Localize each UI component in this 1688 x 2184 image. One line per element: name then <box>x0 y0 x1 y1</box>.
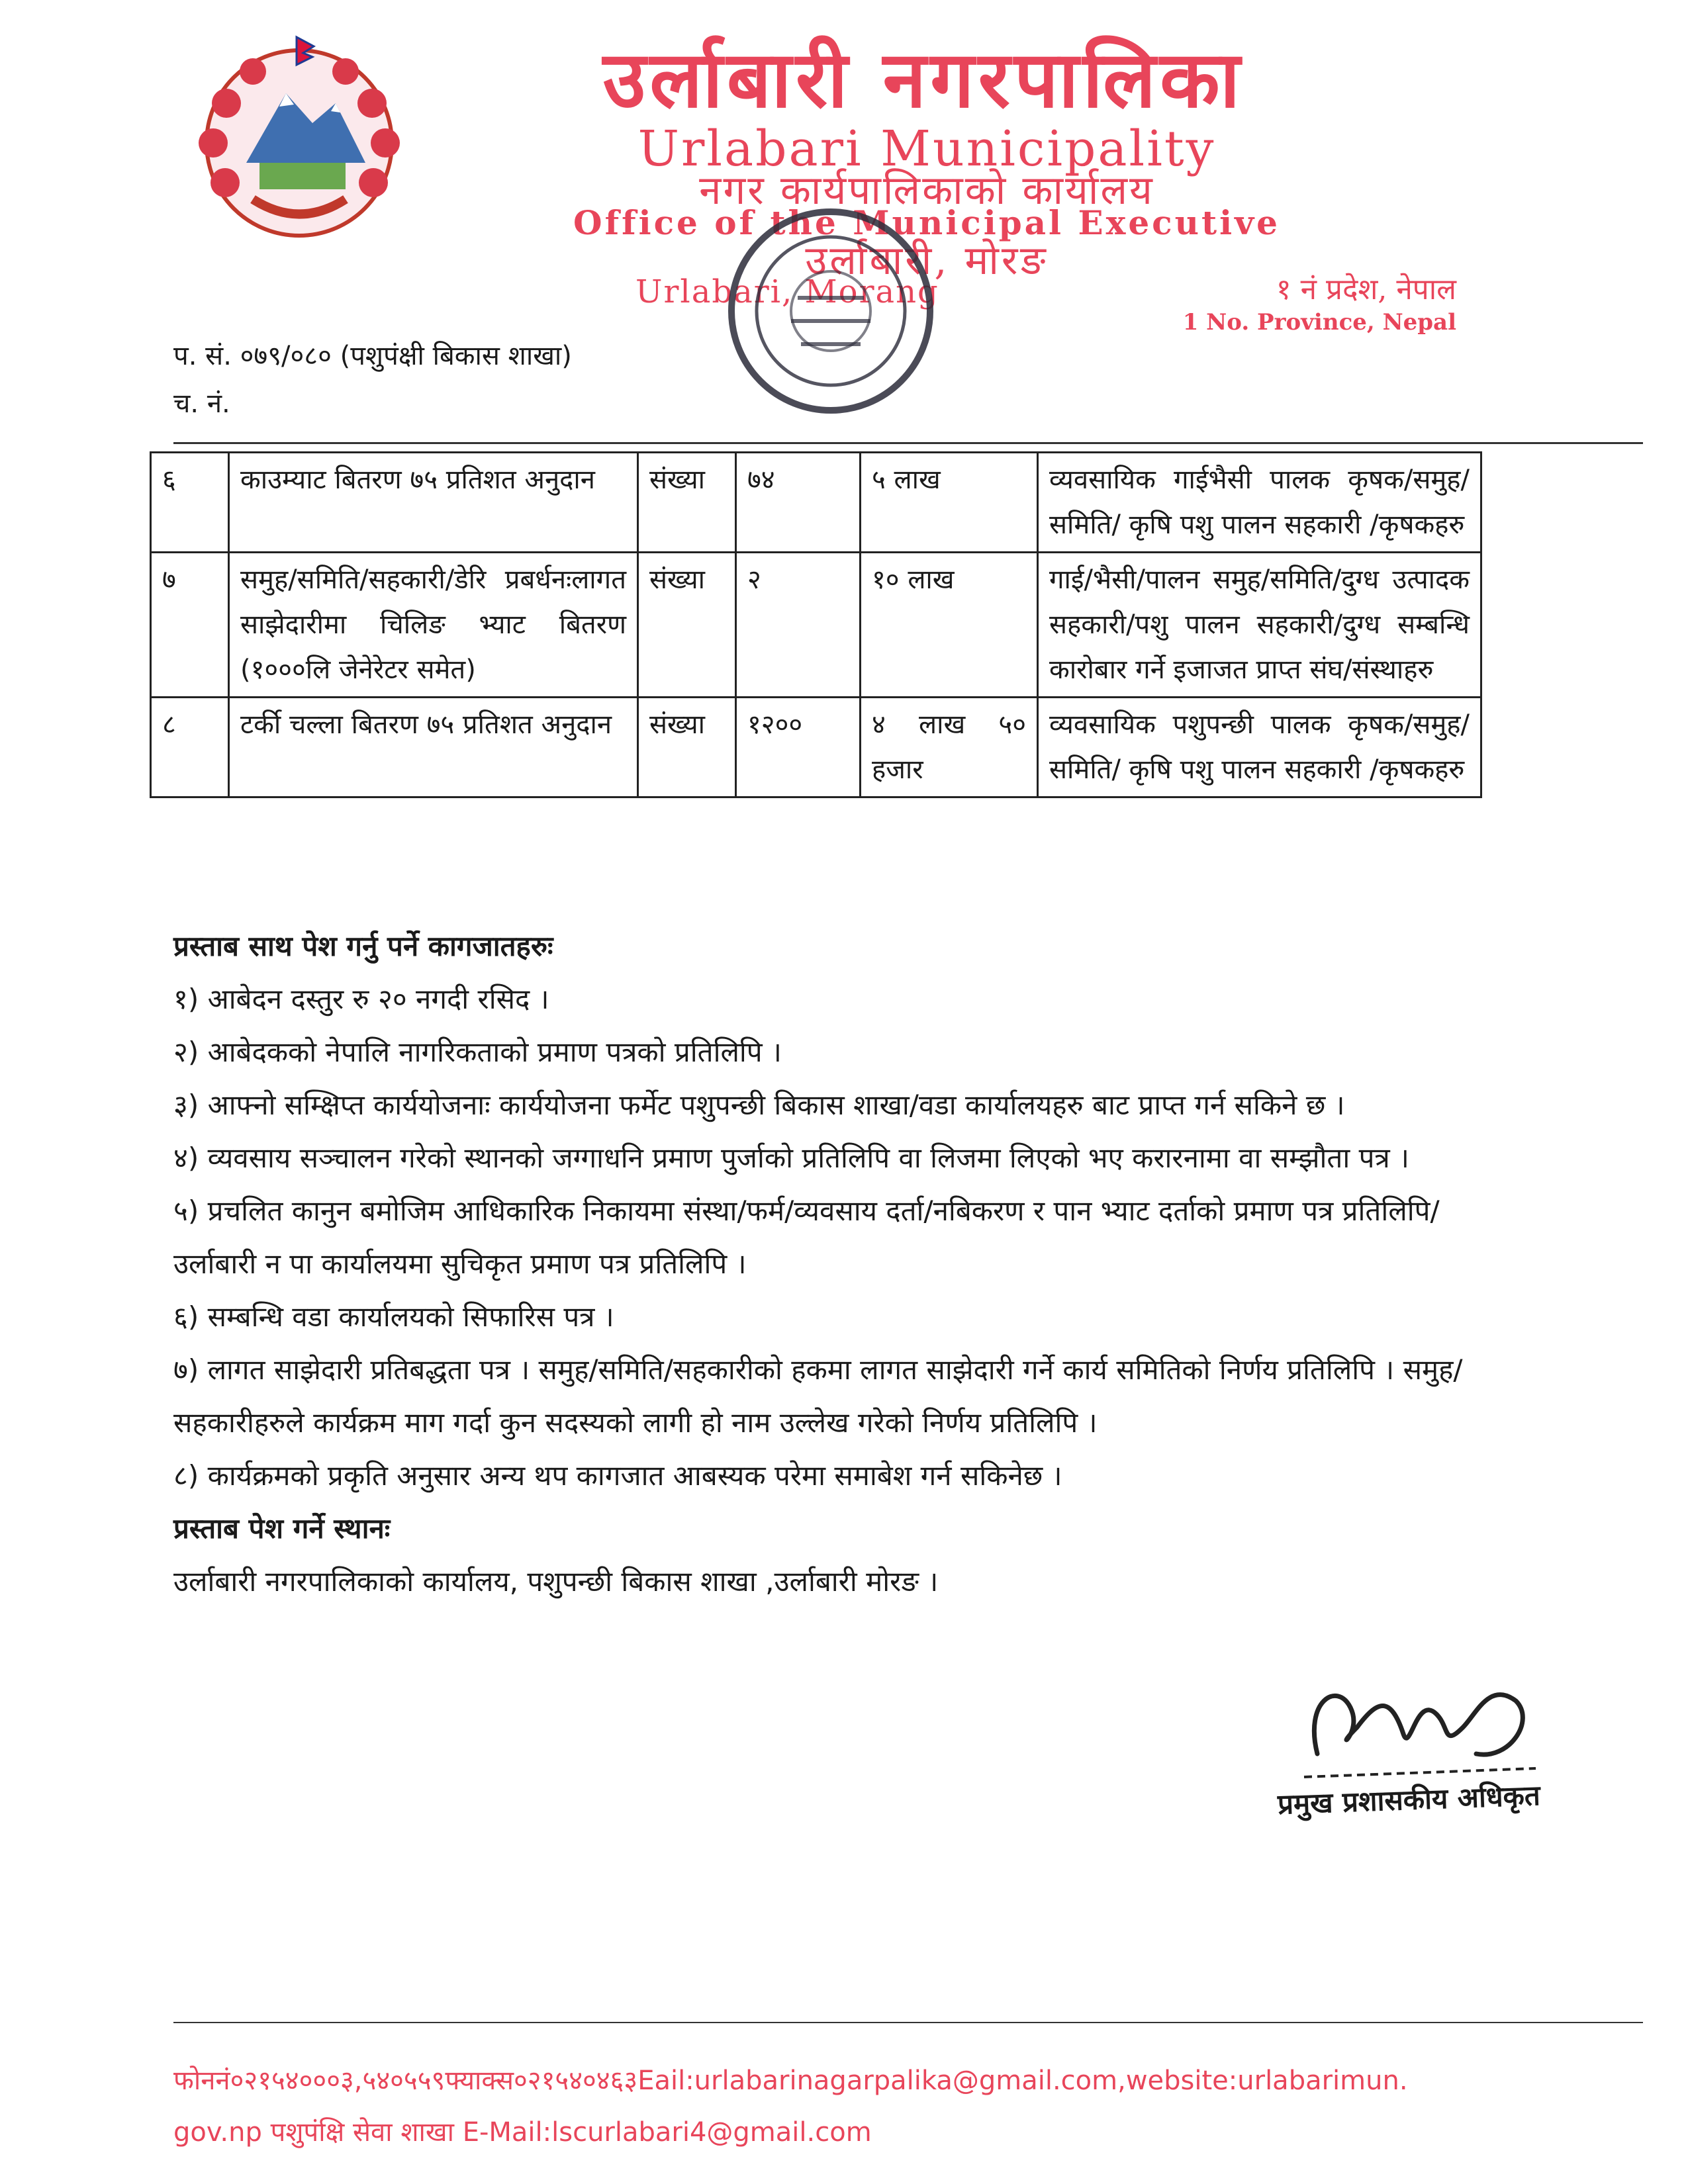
header-divider <box>173 442 1643 444</box>
letterhead-np-title: उर्लाबारी नगरपालिका <box>602 33 1244 125</box>
letterhead-en-office: Office of the Municipal Executive <box>573 203 1280 242</box>
footer-divider <box>173 2022 1643 2023</box>
table-row <box>151 453 1481 553</box>
table-cell-budget: ५ लाख <box>861 453 1038 553</box>
table-cell-qty: ७४ <box>736 453 861 553</box>
table-cell-unit: संख्या <box>638 698 736 797</box>
table-cell-program: टर्की चल्ला बितरण ७५ प्रतिशत अनुदान <box>229 698 638 797</box>
table-cell-qty: २ <box>736 553 861 698</box>
table-row <box>151 698 1481 797</box>
document-list-item: २) आबेदकको नेपालि नागरिकताको प्रमाण पत्रको प्रतिलिपि । <box>173 1036 782 1068</box>
table-row <box>151 553 1481 698</box>
table-cell-sn: ८ <box>151 698 229 797</box>
document-list-item: ८) कार्यक्रमको प्रकृति अनुसार अन्य थप कागजात आबस्यक परेमा समाबेश गर्न सकिनेछ । <box>173 1459 1062 1492</box>
dispatch-number: च. नं. <box>173 388 230 419</box>
letterhead-en-place: Urlabari, Morang <box>635 273 939 310</box>
document-body <box>173 920 1471 1608</box>
letterhead-np-place: उर्लाबारी, मोरङ <box>805 238 1049 284</box>
table-cell-program: काउम्याट बितरण ७५ प्रतिशत अनुदान <box>229 453 638 553</box>
document-list-item: ४) व्यवसाय सञ्चालन गरेको स्थानको जग्गाधनि प्रमाण पुर्जाको प्रतिलिपि वा लिजमा लिएको भए करारनामा वा सम्झौता पत्र । <box>173 1142 1409 1174</box>
table-cell-program: समुह/समिति/सहकारी/डेरि प्रबर्धनःलागत साझेदारीमा चिलिङ भ्याट बितरण (१०००लि जेनेरेटर समेत) <box>229 553 638 698</box>
table-cell-target: व्यवसायिक गाईभैसी पालक कृषक/समुह/समिति/ कृषि पशु पालन सहकारी /कृषकहरु <box>1038 453 1481 553</box>
letterhead-en-title: Urlabari Municipality <box>637 120 1216 177</box>
table-cell-target: गाई/भैसी/पालन समुह/समिति/दुग्ध उत्पादक सहकारी/पशु पालन सहकारी/दुग्ध सम्बन्धि कारोबार गर्ने इजाजत प्राप्त संघ/संस्थाहरु <box>1038 553 1481 698</box>
submission-heading: प्रस्ताब पेश गर्ने स्थानः <box>173 1512 391 1545</box>
table-cell-budget: ४ लाख ५० हजार <box>861 698 1038 797</box>
table-cell-unit: संख्या <box>638 553 736 698</box>
footer-email-line: gov.np पशुपंक्षि सेवा शाखा E-Mail:lscurlabari4@gmail.com <box>173 2117 872 2148</box>
table-cell-unit: संख्या <box>638 453 736 553</box>
document-list-item: ५) प्रचलित कानुन बमोजिम आधिकारिक निकायमा संस्था/फर्म/व्यवसाय दर्ता/नबिकरण र पान भ्याट दर्ताको प्रमाण पत्र प्रतिलिपि/उर्लाबारी न पा कार्यालयमा सुचिकृत प्रमाण पत्र प्रतिलिपि । <box>173 1195 1440 1280</box>
document-list-item: ६) सम्बन्धि वडा कार्यालयको सिफारिस पत्र । <box>173 1300 614 1333</box>
letterhead-np-province: १ नं प्रदेश, नेपाल <box>1276 273 1456 306</box>
reference-fiscal-year: प. सं. ०७९/०८० (पशुपंक्षी बिकास शाखा) <box>173 341 572 371</box>
document-list-item: ३) आफ्नो सम्क्षिप्त कार्ययोजनाः कार्ययोजना फर्मेट पशुपन्छी बिकास शाखा/वडा कार्यालयहरु बाट प्राप्त गर्न सकिने छ । <box>173 1089 1345 1121</box>
letterhead-np-office: नगर कार्यपालिकाको कार्यालय <box>699 167 1154 214</box>
signatory-title: प्रमुख प्रशासकीय अधिकृत <box>1277 1779 1541 1821</box>
table-cell-qty: १२०० <box>736 698 861 797</box>
office-stamp-icon <box>718 199 943 424</box>
footer-contact-line: फोननं०२१५४०००३,५४०५५९फ्याक्स०२१५४०४६३Eail:urlabarinagarpalika@gmail.com,website:urlabarimun. <box>173 2066 1408 2096</box>
document-list-item: १) आबेदन दस्तुर रु २० नगदी रसिद । <box>173 983 549 1015</box>
document-list-item: ७) लागत साझेदारी प्रतिबद्धता पत्र । समुह/समिति/सहकारीको हकमा लागत साझेदारी गर्ने कार्य समितिको निर्णय प्रतिलिपि । समुह/सहकारीहरुले कार्यक्रम माग गर्दा कुन सदस्यको लागी हो नाम उल्लेख गरेको निर्णय प्रतिलिपि । <box>173 1353 1463 1439</box>
program-table <box>150 451 1482 798</box>
submission-place: उर्लाबारी नगरपालिकाको कार्यालय, पशुपन्छी बिकास शाखा ,उर्लाबारी मोरङ । <box>173 1565 939 1598</box>
documents-heading: प्रस्ताब साथ पेश गर्नु पर्ने कागजातहरुः <box>173 930 553 962</box>
letterhead-en-province: 1 No. Province, Nepal <box>1182 309 1456 336</box>
table-cell-sn: ७ <box>151 553 229 698</box>
table-cell-target: व्यवसायिक पशुपन्छी पालक कृषक/समुह/समिति/ कृषि पशु पालन सहकारी /कृषकहरु <box>1038 698 1481 797</box>
table-cell-budget: १० लाख <box>861 553 1038 698</box>
table-cell-sn: ६ <box>151 453 229 553</box>
